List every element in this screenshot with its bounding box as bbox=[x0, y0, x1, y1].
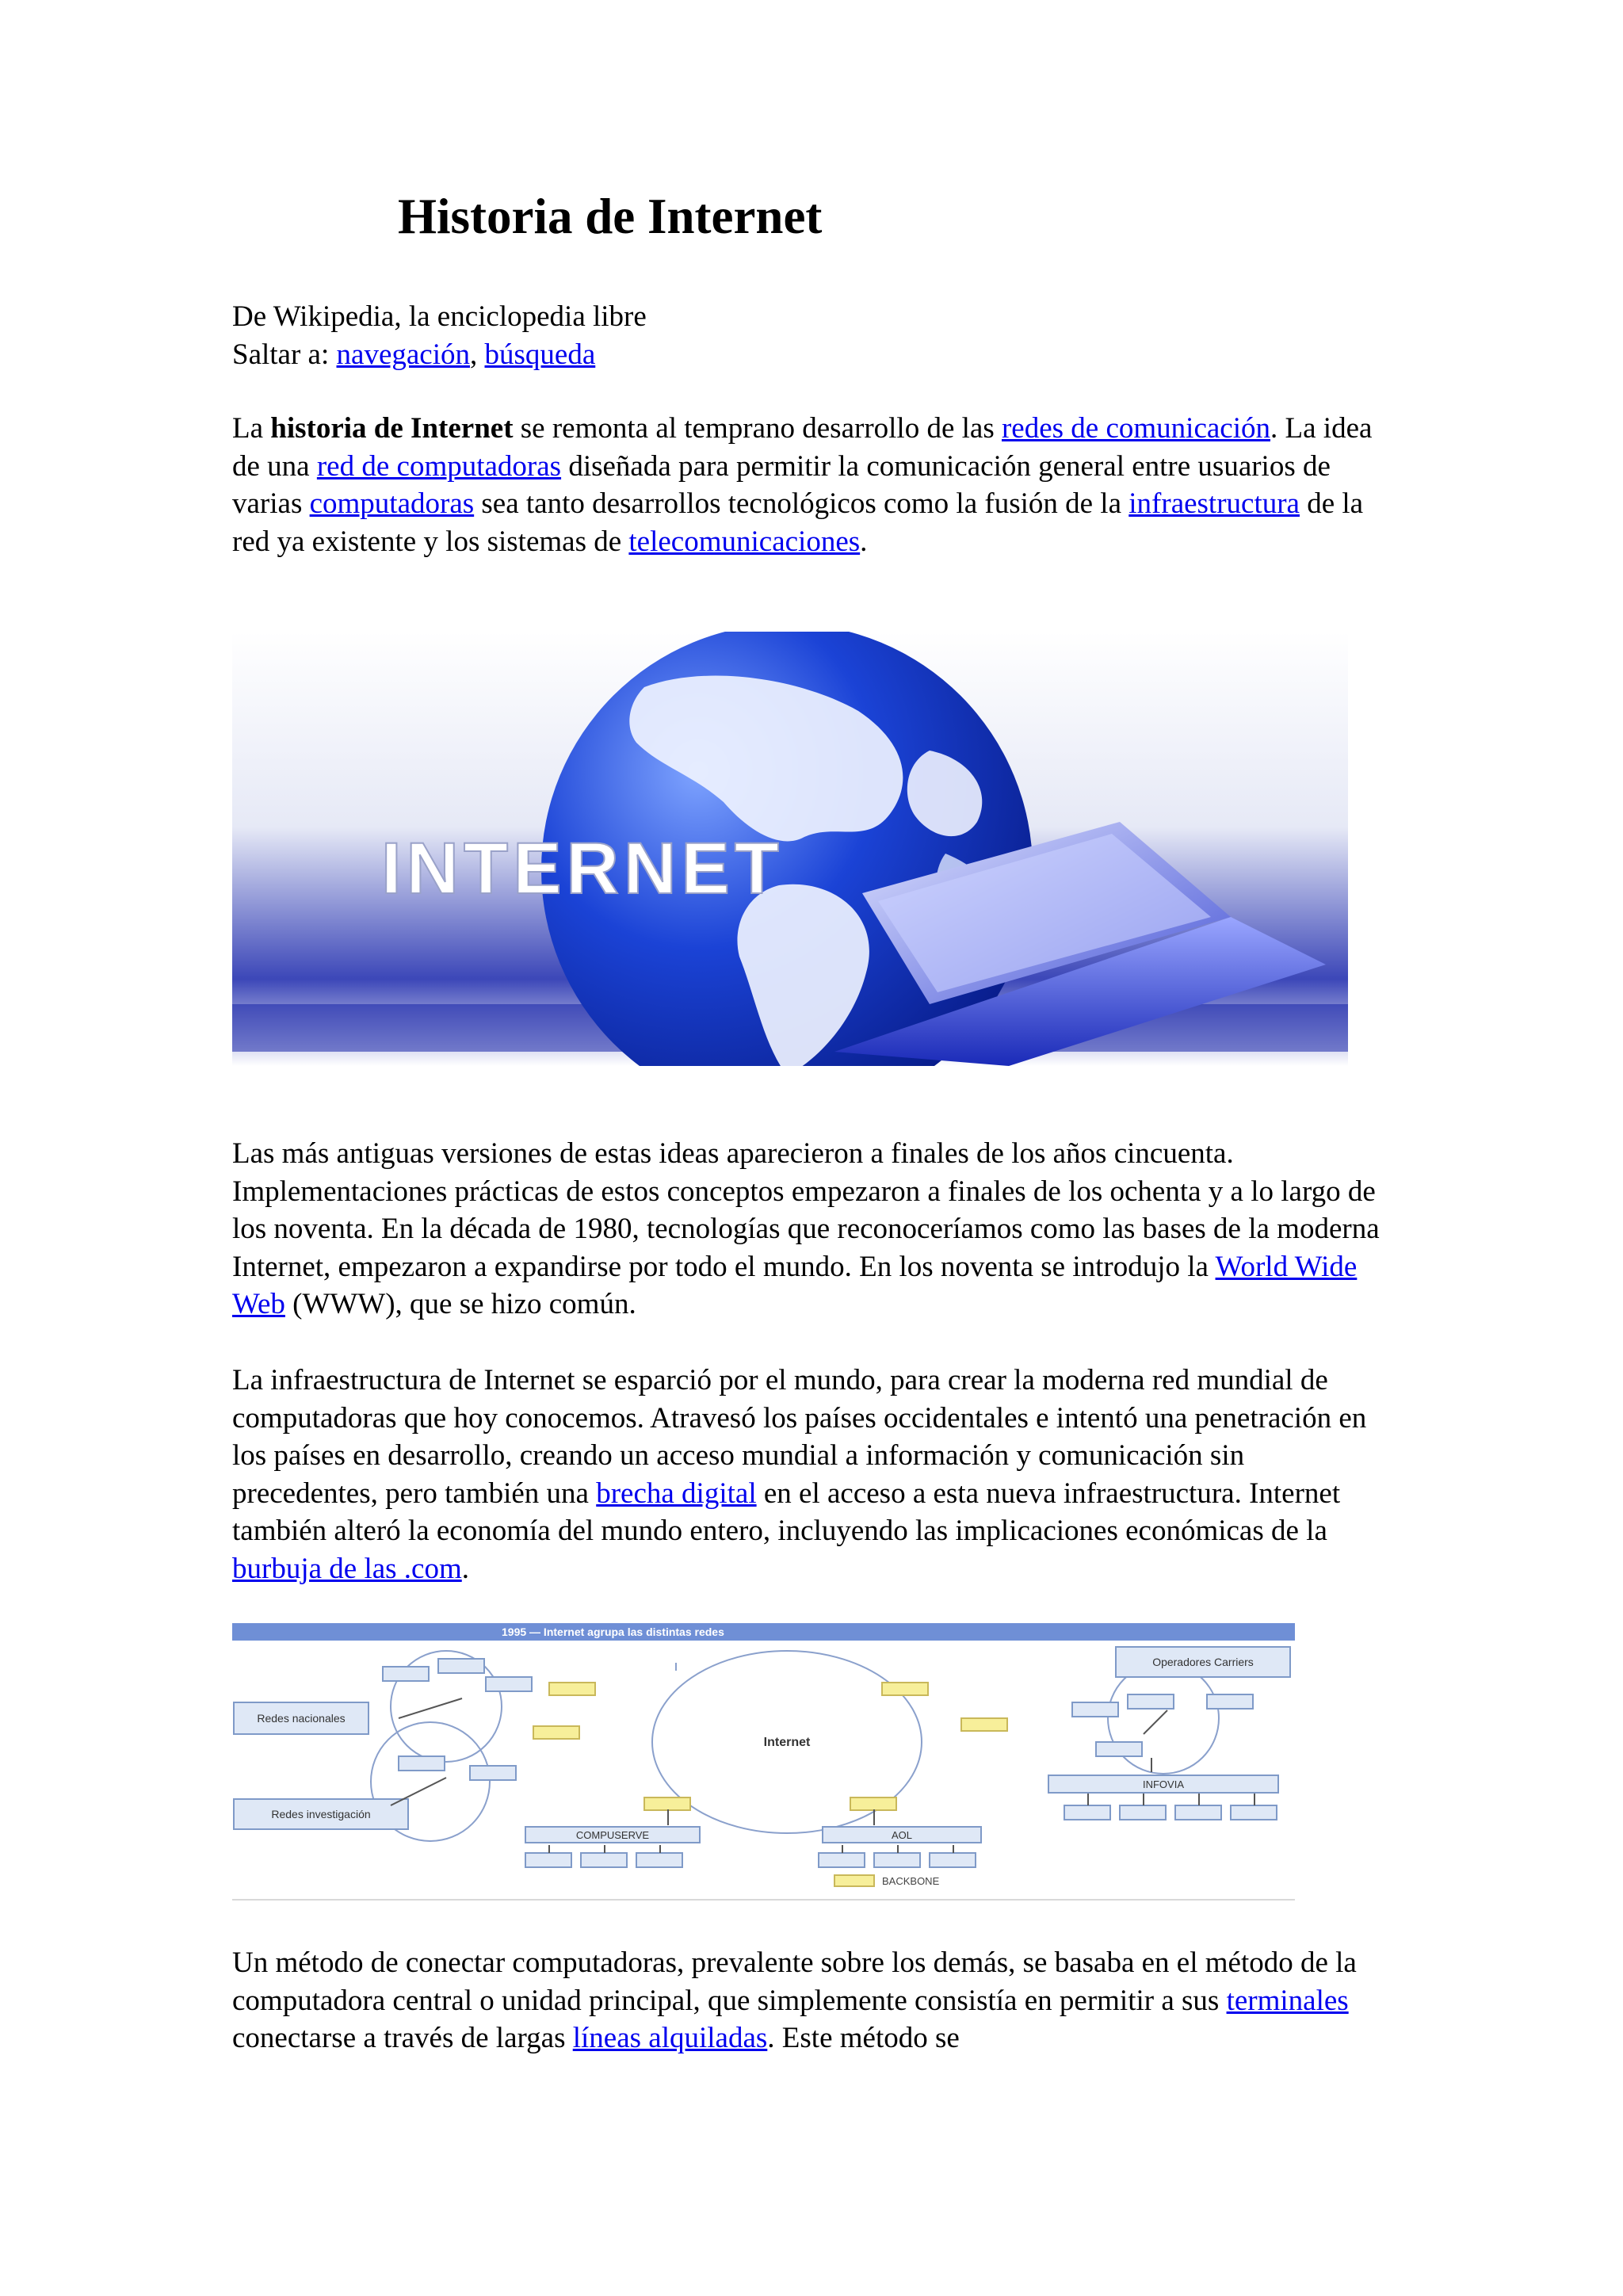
internet-globe-image bbox=[232, 632, 1348, 1066]
lineas-alquiladas-link[interactable]: líneas alquiladas bbox=[572, 2022, 768, 2054]
telecomunicaciones-link[interactable]: telecomunicaciones bbox=[628, 525, 861, 558]
navigation-link[interactable]: navegación bbox=[336, 338, 470, 371]
terminales-link[interactable]: terminales bbox=[1226, 1984, 1349, 2017]
redes-de-comunicacion-link[interactable]: redes de comunicación bbox=[1001, 412, 1271, 445]
network-diagram bbox=[232, 1623, 1295, 1893]
jump-separator: , bbox=[470, 338, 485, 371]
red-de-computadoras-link[interactable]: red de computadoras bbox=[316, 449, 562, 483]
para3-text-2: en el acceso a esta nueva infraestructura. Internet también alteró la economía del mundo entero, incluyendo las implicaciones económicas de la bbox=[232, 1477, 1341, 1547]
diagram-header: 1995 — Internet agrupa las distintas redes bbox=[502, 1626, 724, 1638]
para4-text-3: . Este método se bbox=[767, 2022, 960, 2054]
world-wide-web-link[interactable]: World Wide Web bbox=[232, 1250, 1358, 1320]
header-block bbox=[232, 298, 1397, 373]
internet-globe-illustration bbox=[232, 632, 1348, 1066]
intro-text-4: diseñada para permitir la comunicación general entre usuarios de varias bbox=[232, 449, 1331, 520]
search-link[interactable]: búsqueda bbox=[484, 338, 596, 371]
intro-bold-term: historia de Internet bbox=[270, 412, 514, 445]
infraestructura-link[interactable]: infraestructura bbox=[1128, 487, 1300, 520]
internet-center-label: Internet bbox=[763, 1736, 811, 1749]
page-title: Historia de Internet bbox=[398, 189, 823, 244]
burbuja-com-link[interactable]: burbuja de las .com bbox=[232, 1552, 462, 1585]
para4-text-1: Un método de conectar computadoras, prevalente sobre los demás, se basaba en el método de la computadora central o unidad principal, que simplemente consistía en permitir a sus bbox=[232, 1946, 1357, 2017]
paragraph-infrastructure bbox=[232, 1362, 1397, 1587]
operadores-carriers-label: Operadores Carriers bbox=[1152, 1656, 1254, 1668]
compuserve-label: COMPUSERVE bbox=[575, 1829, 650, 1841]
internet-banner-text: INTERNET bbox=[381, 828, 784, 909]
para2-text-2: (WWW), que se hizo común. bbox=[285, 1288, 636, 1320]
page-subtitle: De Wikipedia, la enciclopedia libre bbox=[232, 300, 647, 333]
jump-prefix: Saltar a: bbox=[232, 338, 337, 371]
para4-text-2: conectarse a través de largas bbox=[232, 2022, 573, 2054]
intro-text-1: La bbox=[232, 412, 271, 445]
redes-investigacion-label: Redes investigación bbox=[271, 1808, 371, 1820]
jump-links bbox=[232, 336, 1397, 374]
intro-text-7: . bbox=[860, 525, 868, 558]
para3-text-3: . bbox=[461, 1552, 469, 1585]
intro-text-5: sea tanto desarrollos tecnológicos como la fusión de la bbox=[474, 487, 1129, 520]
paragraph-method bbox=[232, 1944, 1397, 2057]
redes-nacionales-label: Redes nacionales bbox=[257, 1712, 346, 1725]
infovia-label: INFOVIA bbox=[1142, 1778, 1185, 1790]
aol-label: AOL bbox=[891, 1829, 913, 1841]
backbone-legend-label: BACKBONE bbox=[882, 1875, 940, 1887]
brecha-digital-link[interactable]: brecha digital bbox=[596, 1477, 757, 1510]
para2-text-1: Las más antiguas versiones de estas ideas aparecieron a finales de los años cincuenta. Implementaciones prácticas de estos conceptos empezaron a finales de los ochenta y a lo largo de los noventa. En la década de 1980, tecnologías que reconoceríamos como las bases de la moderna Internet, empezaron a expandirse por todo el mundo. En los noventa se introdujo la bbox=[232, 1137, 1380, 1283]
separator-line bbox=[232, 1899, 1295, 1901]
paragraph-history bbox=[232, 1135, 1397, 1324]
network-diagram-image bbox=[232, 1623, 1295, 1893]
intro-text-6: de la red ya existente y los sistemas de bbox=[232, 487, 1364, 558]
intro-paragraph bbox=[232, 410, 1397, 560]
intro-text-2: se remonta al temprano desarrollo de las bbox=[513, 412, 1002, 445]
para3-text-1: La infraestructura de Internet se esparció por el mundo, para crear la moderna red mundial de computadoras que hoy conocemos. Atravesó los países occidentales e intentó una penetración en los países en desarrollo, creando un acceso mundial a información y comunicación sin precedentes, pero también una bbox=[232, 1364, 1367, 1510]
computadoras-link[interactable]: computadoras bbox=[309, 487, 475, 520]
intro-text-3: . La idea de una bbox=[232, 412, 1373, 483]
